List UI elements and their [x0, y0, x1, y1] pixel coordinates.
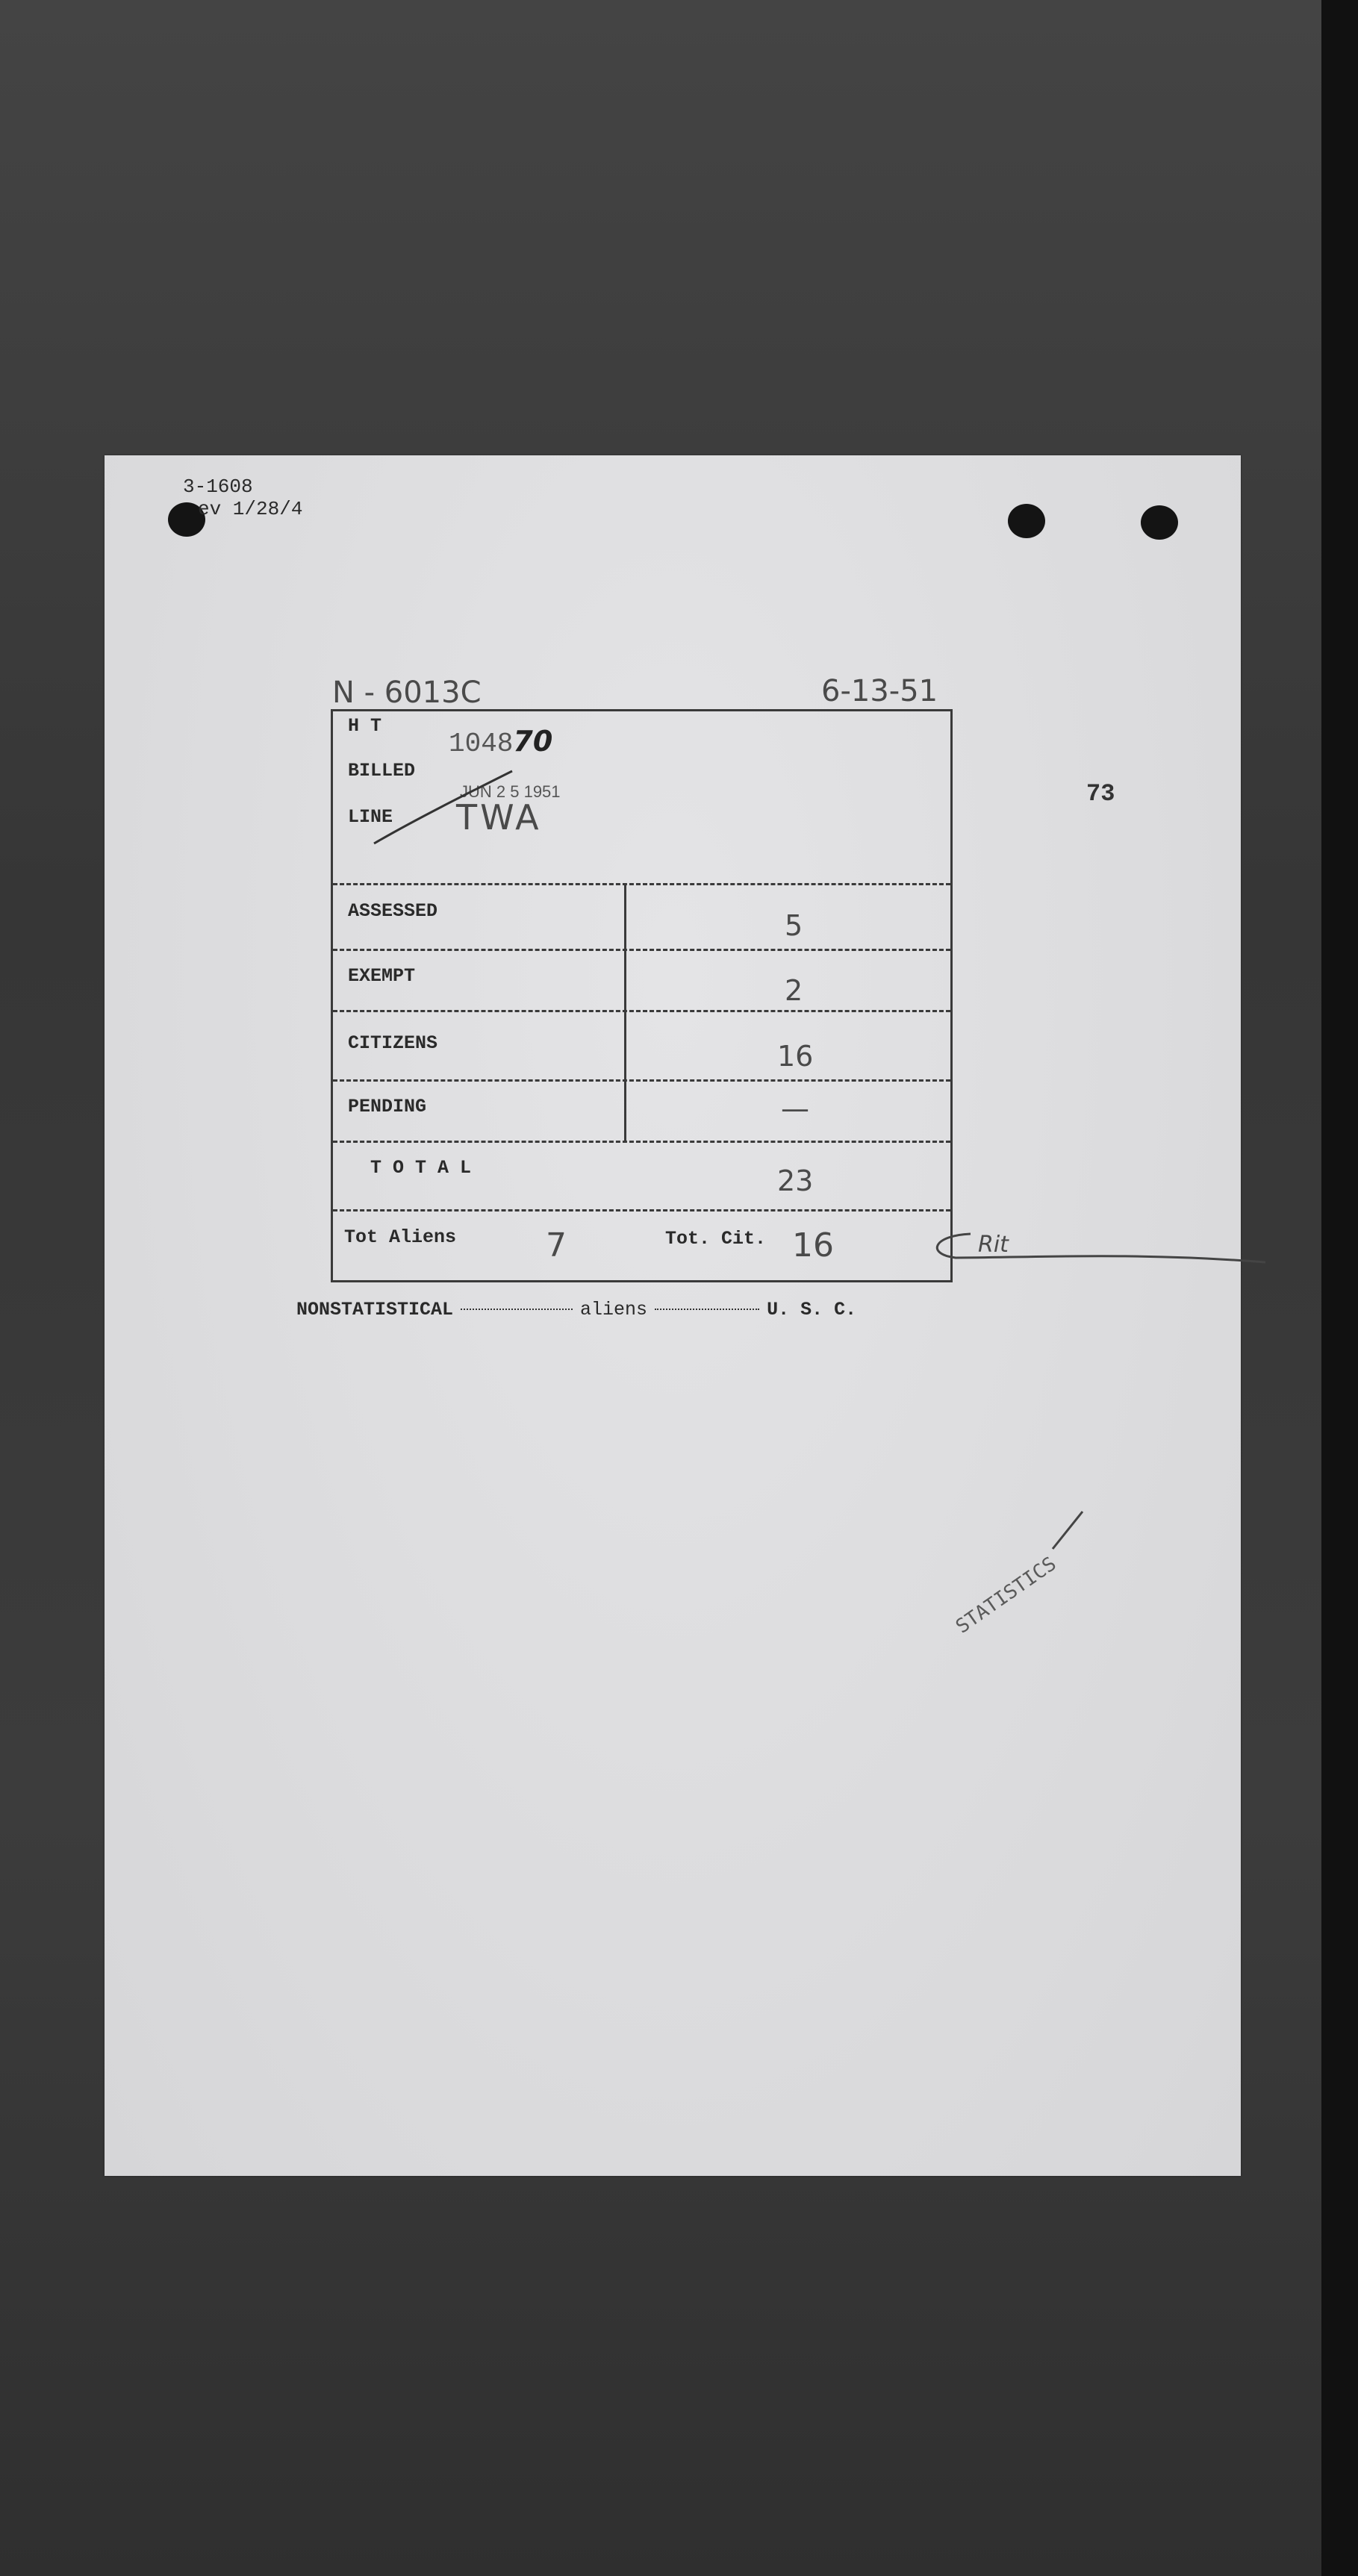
initials-signature: Rit: [978, 1232, 1009, 1258]
ht-value: [449, 725, 552, 759]
form-number: 3-1608: [183, 475, 253, 498]
signature-flourish-icon: [911, 1220, 1284, 1280]
line-cross-out-mark: [370, 767, 520, 849]
exempt-label: EXEMPT: [348, 965, 416, 987]
pending-label: PENDING: [348, 1096, 427, 1117]
rule-5: [333, 1141, 950, 1143]
tot-cit-label: Tot. Cit.: [665, 1228, 767, 1250]
usc-label: U. S. C.: [767, 1299, 857, 1320]
stamp-check-mark-icon: [1045, 1508, 1090, 1553]
statistics-stamp: STATISTICS: [952, 1553, 1061, 1638]
revision-date: ev 1/28/4: [198, 498, 303, 520]
citizens-label: CITIZENS: [348, 1032, 438, 1054]
ht-value-typed: 1048: [449, 729, 514, 759]
file-number-annotation: N - 6013C: [332, 676, 482, 710]
ht-label: H T: [348, 715, 382, 737]
punch-hole-right-icon: [1008, 504, 1045, 538]
airline-value: TWA: [456, 797, 542, 838]
assessed-label: ASSESSED: [348, 900, 438, 922]
rule-6: [333, 1209, 950, 1211]
usc-blank: [655, 1309, 759, 1310]
punch-hole-far-right-icon: [1141, 505, 1178, 540]
date-annotation: 6-13-51: [821, 674, 938, 708]
aliens-label: aliens: [580, 1299, 648, 1320]
column-divider: [624, 883, 626, 1141]
ht-value-hand: 70: [513, 725, 553, 758]
tot-aliens-value: 7: [546, 1226, 567, 1264]
nonstatistical-line: [296, 1299, 856, 1320]
total-value: 23: [777, 1164, 814, 1197]
total-label: T O T A L: [370, 1157, 472, 1179]
scan-border: [1321, 0, 1358, 2576]
nonstatistical-label: NONSTATISTICAL: [296, 1299, 454, 1320]
tot-cit-value: 16: [792, 1226, 834, 1264]
statistics-form-box: [331, 709, 953, 1282]
rule-2: [333, 949, 950, 951]
rule-4: [333, 1079, 950, 1082]
aliens-blank: [461, 1309, 573, 1310]
rule-3: [333, 1010, 950, 1012]
billed-label: BILLED: [348, 760, 416, 782]
exempt-value: 2: [785, 974, 803, 1007]
receipt-date-stamp: JUN 2 5 1951: [460, 782, 561, 801]
pending-value: —: [781, 1092, 809, 1125]
tot-aliens-label: Tot Aliens: [344, 1226, 457, 1248]
document-page: [105, 455, 1241, 2176]
line-label: LINE: [348, 806, 393, 828]
rule-1: [333, 883, 950, 885]
citizens-value: 16: [777, 1040, 814, 1073]
assessed-value: 5: [785, 909, 803, 942]
side-number: 73: [1086, 780, 1115, 808]
